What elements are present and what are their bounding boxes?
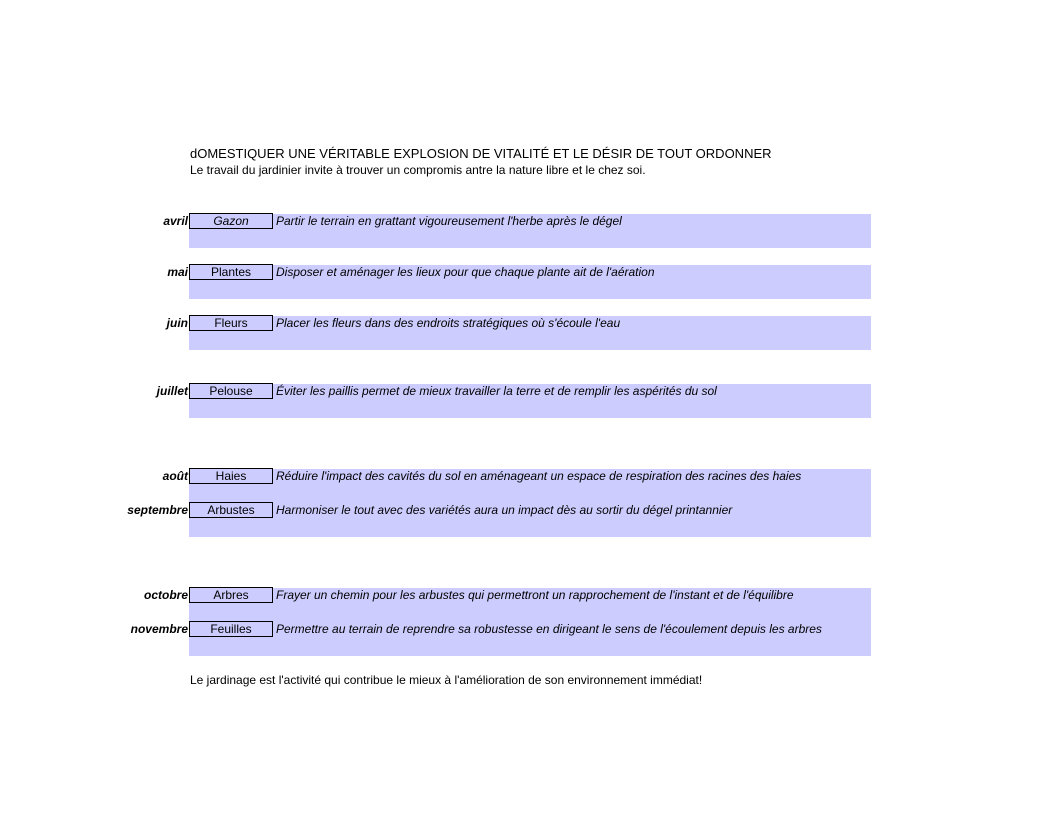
task-description: Partir le terrain en grattant vigoureusement l'herbe après le dégel: [276, 214, 622, 228]
category-tag: Haies: [189, 468, 273, 484]
month-label: octobre: [143, 588, 188, 602]
category-tag: Plantes: [189, 264, 273, 280]
category-tag: Arbres: [189, 587, 273, 603]
month-label: septembre: [127, 503, 188, 517]
task-description: Harmoniser le tout avec des variétés aura un impact dès au sortir du dégel printannier: [276, 503, 733, 517]
page-title: dOMESTIQUER UNE VÉRITABLE EXPLOSION DE VITALITÉ ET LE DÉSIR DE TOUT ORDONNER: [190, 146, 772, 161]
category-tag: Gazon: [189, 213, 273, 229]
task-description: Éviter les paillis permet de mieux travailler la terre et de remplir les aspérités du sol: [276, 384, 717, 398]
task-description: Frayer un chemin pour les arbustes qui permettront un rapprochement de l'instant et de l'équilibre: [276, 588, 794, 602]
category-tag: Feuilles: [189, 621, 273, 637]
category-tag: Fleurs: [189, 315, 273, 331]
month-label: novembre: [130, 622, 188, 636]
task-description: Disposer et aménager les lieux pour que chaque plante ait de l'aération: [276, 265, 655, 279]
month-label: avril: [163, 214, 188, 228]
month-label: juillet: [156, 384, 188, 398]
footer-note: Le jardinage est l'activité qui contribue le mieux à l'amélioration de son environnement immédiat!: [190, 673, 703, 687]
task-description: Réduire l'impact des cavités du sol en aménageant un espace de respiration des racines des haies: [276, 469, 802, 483]
category-tag: Arbustes: [189, 502, 273, 518]
month-label: juin: [166, 316, 188, 330]
category-tag: Pelouse: [189, 383, 273, 399]
month-label: mai: [167, 265, 188, 279]
task-description: Placer les fleurs dans des endroits stratégiques où s'écoule l'eau: [276, 316, 621, 330]
page-subtitle: Le travail du jardinier invite à trouver un compromis antre la nature libre et le chez soi.: [190, 163, 646, 177]
month-label: août: [162, 469, 188, 483]
task-description: Permettre au terrain de reprendre sa robustesse en dirigeant le sens de l'écoulement depuis les arbres: [276, 622, 822, 636]
